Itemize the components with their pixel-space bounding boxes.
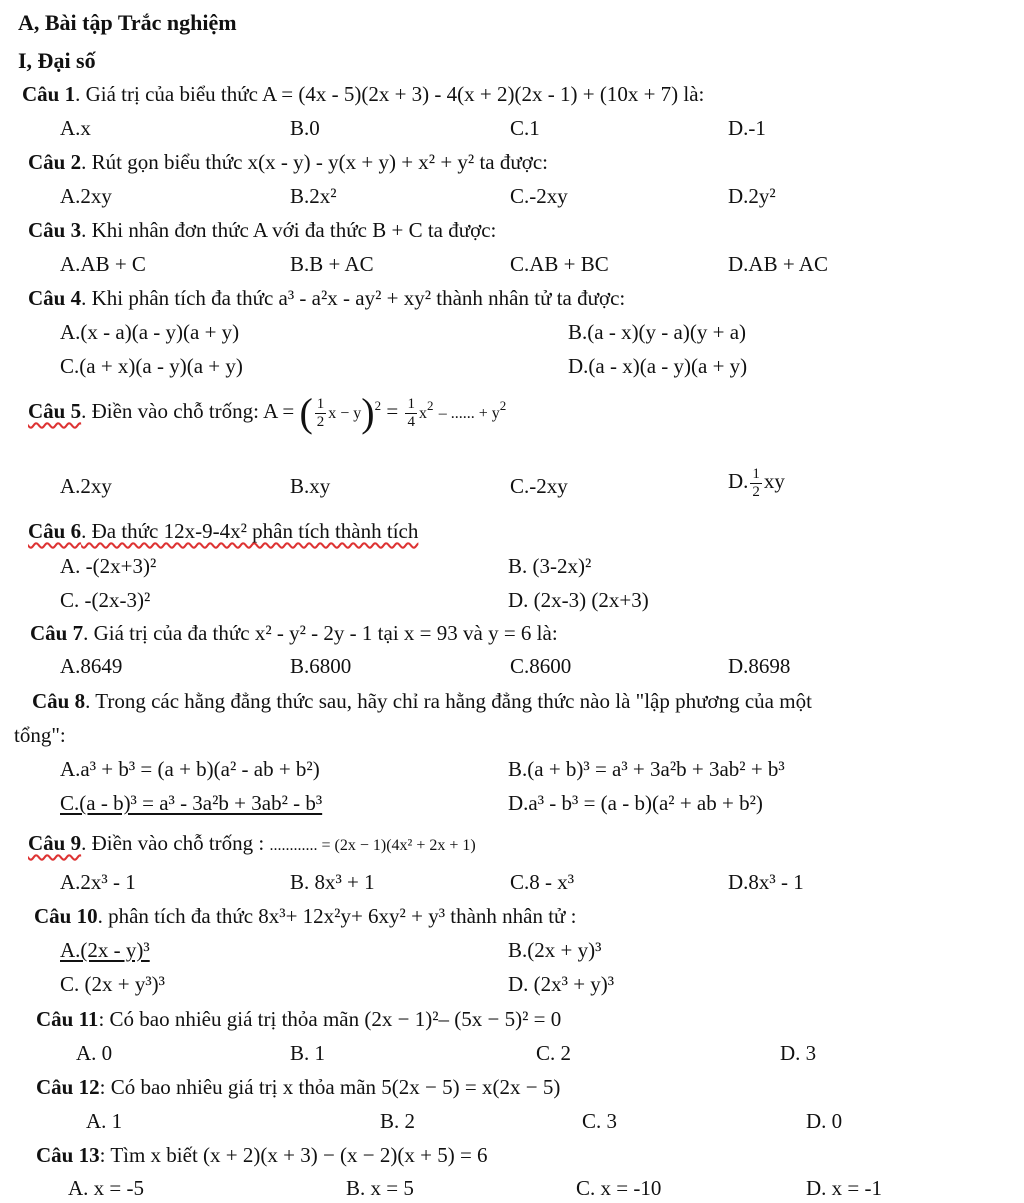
question-number: Câu 11 xyxy=(36,1007,99,1031)
q13-option-a: A. x = -5 xyxy=(68,1176,145,1200)
left-paren: ( xyxy=(299,390,313,435)
fraction-half: $\frac{1}{2}$ xyxy=(316,396,325,430)
q3-option-b: B.B + AC xyxy=(290,252,374,276)
q11-option-a: A. 0 xyxy=(76,1041,113,1065)
q1-option-a: A.x xyxy=(60,116,91,140)
q9-option-c: C.8 - x³ xyxy=(510,870,575,894)
q12-option-c: C. 3 xyxy=(582,1109,618,1133)
question-1 xyxy=(22,84,704,105)
question-9 xyxy=(28,833,476,854)
title: A, Bài tập Trắc nghiệm xyxy=(18,10,237,35)
question-6 xyxy=(28,521,418,542)
q12-option-d: D. 0 xyxy=(806,1109,843,1133)
q4-option-d: D.(a - x)(a - y)(a + y) xyxy=(568,354,748,378)
q9-option-b: B. 8x³ + 1 xyxy=(290,870,375,894)
question-stem: . Khi phân tích đa thức a³ - a²x - ay² + xy² thành nhân tử ta được: xyxy=(81,286,626,310)
question-number: Câu 8 xyxy=(32,689,86,713)
section-title: I, Đại số xyxy=(18,48,96,73)
q2-option-c: C.-2xy xyxy=(510,184,568,208)
question-5: Câu 5. Điền vào chỗ trống: A = ( $\frac{1}{2}$ x − y)$^2$ = $\frac{1}{4}$ $x^2$ – ...... + $y^2$ xyxy=(28,390,507,435)
q11-option-d: D. 3 xyxy=(780,1041,817,1065)
x-squared-term: x xyxy=(418,404,427,422)
q3-option-c: C.AB + BC xyxy=(510,252,609,276)
q7-option-b: B.6800 xyxy=(290,654,352,678)
question-stem: . Điền vào chỗ trống : xyxy=(81,831,265,855)
q10-option-d: D. (2x³ + y)³ xyxy=(508,972,615,996)
blank-term: – ...... + y xyxy=(438,404,500,422)
q7-option-c: C.8600 xyxy=(510,654,572,678)
q1-option-c: C.1 xyxy=(510,116,540,140)
q9-option-d: D.8x³ - 1 xyxy=(728,870,804,894)
q12-option-b: B. 2 xyxy=(380,1109,416,1133)
question-12 xyxy=(36,1077,560,1098)
question-number: Câu 10 xyxy=(34,904,98,928)
q3-option-d: D.AB + AC xyxy=(728,252,828,276)
q2-option-a: A.2xy xyxy=(60,184,112,208)
fraction-half: $\frac{1}{2}$ xyxy=(752,466,760,500)
fraction-quarter: $\frac{1}{4}$ xyxy=(407,396,415,430)
question-number: Câu 7 xyxy=(30,621,84,645)
question-number: Câu 6 xyxy=(28,519,82,543)
q11-option-b: B. 1 xyxy=(290,1041,326,1065)
question-number: Câu 1 xyxy=(22,82,76,106)
question-number: Câu 3 xyxy=(28,218,82,242)
question-stem: . Khi nhân đơn thức A với đa thức B + C ta được: xyxy=(81,218,497,242)
question-13 xyxy=(36,1145,488,1166)
q5-option-c: C.-2xy xyxy=(510,474,568,498)
right-paren: ) xyxy=(361,390,375,435)
q10-option-c: C. (2x + y³)³ xyxy=(60,972,165,996)
q6-option-a: A. -(2x+3)² xyxy=(60,554,157,578)
q6-option-b: B. (3-2x)² xyxy=(508,554,592,578)
q8-option-c: C.(a - b)³ = a³ - 3a²b + 3ab² - b³ xyxy=(60,791,323,815)
q8-option-b: B.(a + b)³ = a³ + 3a²b + 3ab² + b³ xyxy=(508,757,785,781)
question-stem: . Giá trị của đa thức x² - y² - 2y - 1 tại x = 93 và y = 6 là: xyxy=(83,621,558,645)
q9-option-a: A.2x³ - 1 xyxy=(60,870,136,894)
question-number: Câu 12 xyxy=(36,1075,100,1099)
question-stem: : Có bao nhiêu giá trị thỏa mãn (2x − 1)²– (5x − 5)² = 0 xyxy=(98,1007,562,1031)
q2-option-d: D.2y² xyxy=(728,184,776,208)
q3-option-a: A.AB + C xyxy=(60,252,146,276)
question-number: Câu 2 xyxy=(28,150,82,174)
q8-option-a: A.a³ + b³ = (a + b)(a² - ab + b²) xyxy=(60,757,320,781)
question-8-continued: tổng": xyxy=(14,723,66,747)
q2-option-b: B.2x² xyxy=(290,184,337,208)
square-exponent: 2 xyxy=(374,397,382,413)
question-11 xyxy=(36,1009,561,1030)
equals-sign: = xyxy=(386,398,399,423)
question-4 xyxy=(28,288,625,309)
question-number: Câu 5 xyxy=(28,398,82,423)
question-stem: . phân tích đa thức 8x³+ 12x²y+ 6xy² + y³ thành nhân tử : xyxy=(97,904,577,928)
question-stem: . Điền vào chỗ trống: xyxy=(81,398,259,423)
q10-option-a: A.(2x - y)³ xyxy=(60,938,150,962)
q7-option-d: D.8698 xyxy=(728,654,791,678)
q5-option-a: A.2xy xyxy=(60,474,112,498)
x-minus-y: x − y xyxy=(328,404,362,422)
question-10 xyxy=(34,906,577,927)
q4-option-a: A.(x - a)(a - y)(a + y) xyxy=(60,320,240,344)
question-number: Câu 4 xyxy=(28,286,82,310)
q4-option-b: B.(a - x)(y - a)(y + a) xyxy=(568,320,747,344)
q8-option-d: D.a³ - b³ = (a - b)(a² + ab + b²) xyxy=(508,791,763,815)
question-number: Câu 9 xyxy=(28,831,82,855)
question-2 xyxy=(28,152,548,173)
question-stem: : Có bao nhiêu giá trị x thỏa mãn 5(2x − 5) = x(2x − 5) xyxy=(99,1075,561,1099)
q11-option-c: C. 2 xyxy=(536,1041,572,1065)
formula-lhs: A = xyxy=(263,398,295,423)
q6-option-d: D. (2x-3) (2x+3) xyxy=(508,588,649,612)
q4-option-c: C.(a + x)(a - y)(a + y) xyxy=(60,354,243,378)
q13-option-b: B. x = 5 xyxy=(346,1176,414,1200)
question-stem: . Rút gọn biểu thức x(x - y) - y(x + y) + x² + y² ta được: xyxy=(81,150,549,174)
q5-option-d: D. $\frac{1}{2}$ xy xyxy=(728,466,785,500)
question-number: Câu 13 xyxy=(36,1143,100,1167)
q13-option-d: D. x = -1 xyxy=(806,1176,883,1200)
question-stem: . Đa thức 12x-9-4x² phân tích thành tích xyxy=(81,519,419,543)
q13-option-c: C. x = -10 xyxy=(576,1176,662,1200)
q1-option-b: B.0 xyxy=(290,116,320,140)
question-7 xyxy=(30,623,558,644)
q7-option-a: A.8649 xyxy=(60,654,123,678)
blank-formula: ............ = (2x − 1)(4x² + 2x + 1) xyxy=(269,837,476,854)
q1-option-d: D.-1 xyxy=(728,116,766,140)
question-stem: . Giá trị của biểu thức A = (4x - 5)(2x + 3) - 4(x + 2)(2x - 1) + (10x + 7) là: xyxy=(75,82,705,106)
question-3 xyxy=(28,220,496,241)
q12-option-a: A. 1 xyxy=(86,1109,123,1133)
question-stem: . Trong các hằng đẳng thức sau, hãy chỉ ra hằng đẳng thức nào là "lập phương của một xyxy=(85,689,812,713)
question-stem: : Tìm x biết (x + 2)(x + 3) − (x − 2)(x + 5) = 6 xyxy=(99,1143,488,1167)
q6-option-c: C. -(2x-3)² xyxy=(60,588,151,612)
q5-option-b: B.xy xyxy=(290,474,331,498)
question-8 xyxy=(32,691,812,712)
q10-option-b: B.(2x + y)³ xyxy=(508,938,602,962)
